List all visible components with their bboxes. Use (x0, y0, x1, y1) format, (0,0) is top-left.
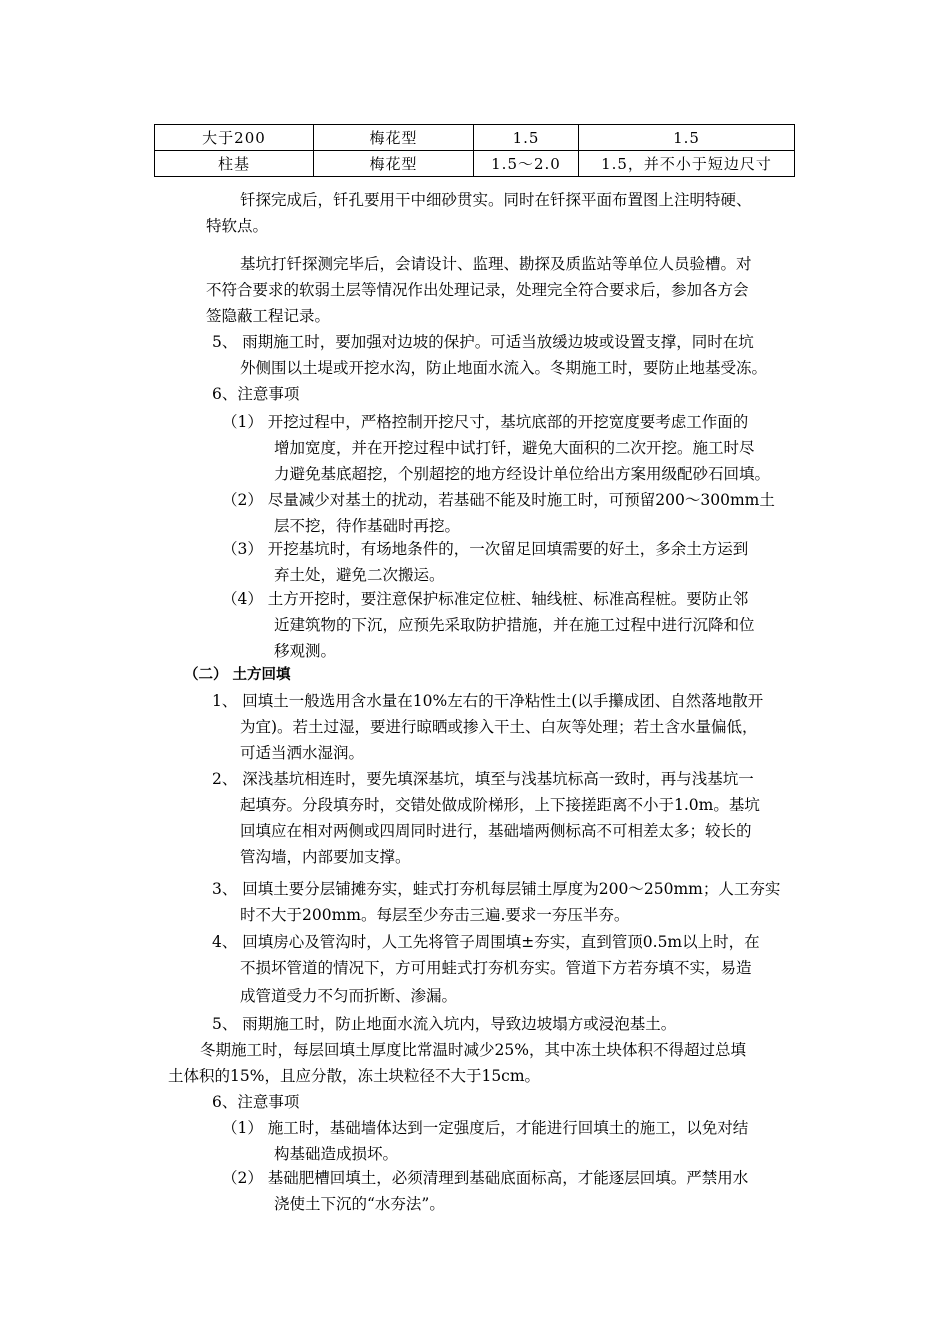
section-heading: （二） 土方回填 (184, 667, 291, 683)
text-line: 6、注意事项 (212, 385, 300, 403)
table-row (155, 125, 795, 151)
text-line: 回填应在相对两侧或四周同时进行，基础墙两侧标高不可相差太多；较长的 (240, 822, 752, 840)
table-cell: 1.5 (579, 125, 795, 151)
text-line: 浇使土下沉的“水夯法”。 (274, 1195, 445, 1213)
text-line: 钎探完成后，钎孔要用干中细砂贯实。同时在钎探平面布置图上注明特硬、 (240, 191, 752, 209)
text-line: 不符合要求的软弱土层等情况作出处理记录，处理完全符合要求后，参加各方会 (206, 281, 749, 299)
text-line: 土体积的15%，且应分散，冻土块粒径不大于15cm。 (168, 1067, 541, 1085)
text-line: 弃土处，避免二次搬运。 (274, 566, 445, 584)
spec-table (154, 124, 795, 177)
text-line: （1） 施工时，基础墙体达到一定强度后，才能进行回填土的施工，以免对结 (222, 1119, 749, 1137)
text-line: 不损坏管道的情况下，方可用蛙式打夯机夯实。管道下方若夯填不实，易造 (240, 959, 752, 977)
table-cell: 1.5，并不小于短边尺寸 (579, 151, 795, 177)
text-line: 管沟墙，内部要加支撑。 (240, 848, 411, 866)
text-line: （1） 开挖过程中，严格控制开挖尺寸，基坑底部的开挖宽度要考虑工作面的 (222, 413, 749, 431)
text-line: 成管道受力不匀而折断、渗漏。 (240, 987, 458, 1005)
text-line: 5、 雨期施工时，要加强对边坡的保护。可适当放缓边坡或设置支撑，同时在坑 (212, 333, 754, 351)
table-cell: 1.5 (474, 125, 579, 151)
text-line: （4） 土方开挖时，要注意保护标准定位桩、轴线桩、标准高程桩。要防止邻 (222, 590, 749, 608)
text-line: 层不挖，待作基础时再挖。 (274, 517, 461, 535)
table-cell: 1.5～2.0 (474, 151, 579, 177)
text-line: 冬期施工时，每层回填土厚度比常温时减少25%，其中冻土块体积不得超过总填 (200, 1041, 746, 1059)
text-line: 3、 回填土要分层铺摊夯实，蛙式打夯机每层铺土厚度为200～250mm；人工夯实 (212, 880, 781, 898)
text-line: 外侧围以土堤或开挖水沟，防止地面水流入。冬期施工时，要防止地基受冻。 (240, 359, 768, 377)
text-line: 5、 雨期施工时，防止地面水流入坑内，导致边坡塌方或浸泡基土。 (212, 1015, 677, 1033)
text-line: 时不大于200mm。每层至少夯击三遍.要求一夯压半夯。 (240, 906, 630, 924)
text-line: 力避免基底超挖，个别超挖的地方经设计单位给出方案用级配砂石回填。 (274, 465, 771, 483)
text-line: （2） 尽量减少对基土的扰动，若基础不能及时施工时，可预留200～300mm土 (222, 491, 775, 509)
text-line: 起填夯。分段填夯时，交错处做成阶梯形，上下接搓距离不小于1.0m。基坑 (240, 796, 760, 814)
text-line: 移观测。 (274, 642, 337, 660)
table-cell: 梅花型 (314, 125, 474, 151)
text-line: 构基础造成损坏。 (274, 1145, 399, 1163)
table-cell: 大于200 (155, 125, 314, 151)
text-line: 1、 回填土一般选用含水量在10%左右的干净粘性土(以手攥成团、自然落地散开 (212, 692, 764, 710)
text-line: 2、 深浅基坑相连时，要先填深基坑，填至与浅基坑标高一致时，再与浅基坑一 (212, 770, 754, 788)
text-line: 特软点。 (206, 217, 269, 235)
text-line: 增加宽度，并在开挖过程中试打钎，避免大面积的二次开挖。施工时尽 (274, 439, 755, 457)
text-line: （2） 基础肥槽回填土，必须清理到基础底面标高，才能逐层回填。严禁用水 (222, 1169, 749, 1187)
text-line: 可适当洒水湿润。 (240, 744, 365, 762)
text-line: 4、 回填房心及管沟时，人工先将管子周围填±夯实，直到管顶0.5m以上时，在 (212, 933, 760, 951)
table-cell: 柱基 (155, 151, 314, 177)
table-row (155, 151, 795, 177)
text-line: 近建筑物的下沉，应预先采取防护措施，并在施工过程中进行沉降和位 (274, 616, 755, 634)
text-line: 为宜)。若土过湿，要进行晾晒或掺入干土、白灰等处理；若土含水量偏低， (240, 718, 758, 736)
text-line: 签隐蔽工程记录。 (206, 307, 331, 325)
text-line: 基坑打钎探测完毕后，会请设计、监理、勘探及质监站等单位人员验槽。对 (240, 255, 752, 273)
text-line: （3） 开挖基坑时，有场地条件的，一次留足回填需要的好土，多余土方运到 (222, 540, 749, 558)
text-line: 6、注意事项 (212, 1093, 300, 1111)
table-cell: 梅花型 (314, 151, 474, 177)
